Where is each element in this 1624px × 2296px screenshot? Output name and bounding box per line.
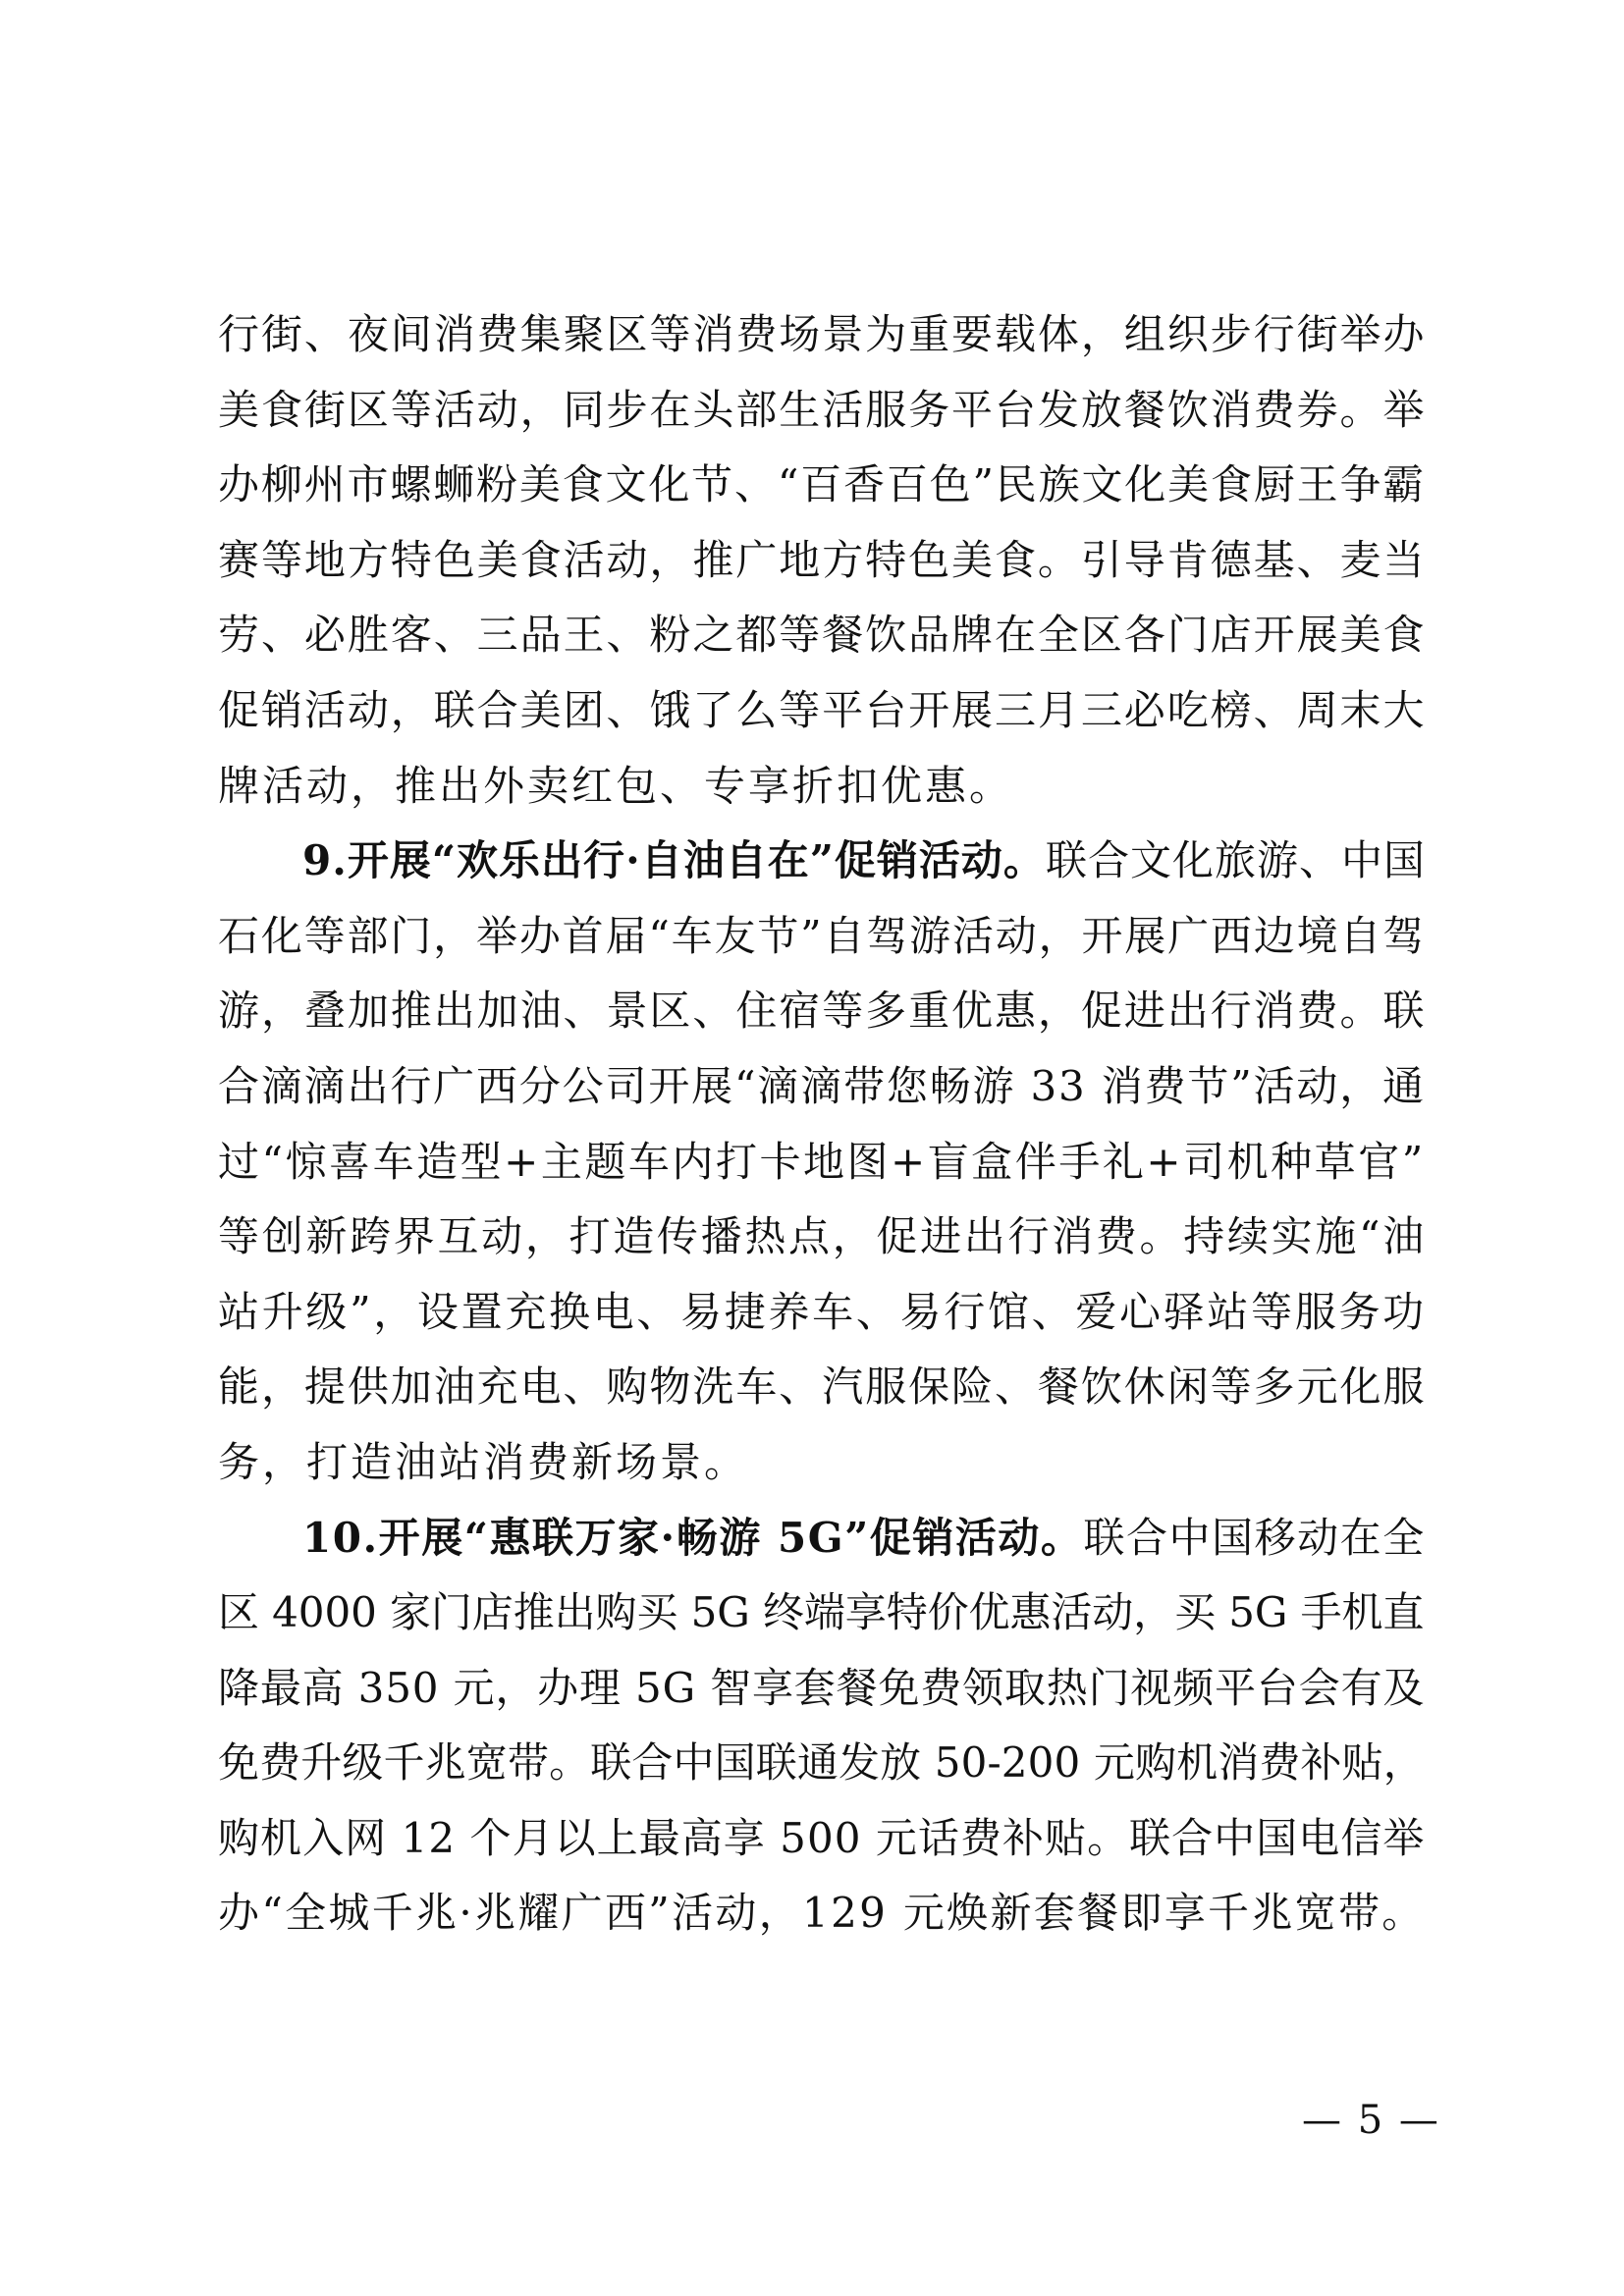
text-line: 过“惊喜车造型+主题车内打卡地图+盲盒伴手礼+司机种草官”	[218, 1137, 1426, 1186]
text-line: 牌活动，推出外卖红包、专享折扣优惠。	[218, 761, 1014, 810]
text-line: 站升级”，设置充换电、易捷养车、易行馆、爱心驿站等服务功	[218, 1287, 1427, 1336]
item-10-first-line-text: 联合中国移动在全	[1083, 1513, 1426, 1562]
page-number: — 5 —	[1302, 2098, 1440, 2143]
text-line: 免费升级千兆宽带。联合中国联通发放 50-200 元购机消费补贴，	[218, 1738, 1425, 1788]
text-line: 游，叠加推出加油、景区、住宿等多重优惠，促进出行消费。联	[218, 987, 1427, 1036]
text-line: 劳、必胜客、三品王、粉之都等餐饮品牌在全区各门店开展美食	[218, 611, 1427, 660]
text-line: 能，提供加油充电、购物洗车、汽服保险、餐饮休闲等多元化服	[218, 1362, 1427, 1412]
text-line: 务，打造油站消费新场景。	[218, 1437, 749, 1486]
item-10-first-line	[218, 1501, 1432, 1576]
text-line: 促销活动，联合美团、饿了么等平台开展三月三必吃榜、周末大	[218, 685, 1427, 734]
item-9-first-line-text: 联合文化旅游、中国	[1045, 836, 1426, 885]
text-line: 办“全城千兆·兆耀广西”活动，129 元焕新套餐即享千兆宽带。	[218, 1889, 1426, 1938]
text-line: 等创新跨界互动，打造传播热点，促进出行消费。持续实施“油	[218, 1212, 1427, 1261]
text-line: 区 4000 家门店推出购买 5G 终端享特价优惠活动，买 5G 手机直	[218, 1588, 1425, 1637]
text-line: 降最高 350 元，办理 5G 智享套餐免费领取热门视频平台会有及	[218, 1663, 1426, 1712]
text-line: 石化等部门，举办首届“车友节”自驾游活动，开展广西边境自驾	[218, 911, 1427, 960]
item-9-first-line	[218, 824, 1432, 899]
item-9-heading: 9.开展“欢乐出行·自油自在”促销活动。	[302, 836, 1046, 885]
text-line: 办柳州市螺蛳粉美食文化节、“百香百色”民族文化美食厨王争霸	[218, 460, 1427, 509]
text-line: 购机入网 12 个月以上最高享 500 元话费补贴。联合中国电信举	[218, 1813, 1426, 1862]
text-line: 合滴滴出行广西分公司开展“滴滴带您畅游 33 消费节”活动，通	[218, 1061, 1426, 1110]
document-body	[218, 297, 1432, 1951]
item-10-heading: 10.开展“惠联万家·畅游 5G”促销活动。	[302, 1513, 1084, 1562]
text-line: 行街、夜间消费集聚区等消费场景为重要载体，组织步行街举办	[218, 310, 1427, 358]
text-line: 美食街区等活动，同步在头部生活服务平台发放餐饮消费券。举	[218, 385, 1427, 434]
text-line: 赛等地方特色美食活动，推广地方特色美食。引导肯德基、麦当	[218, 535, 1427, 584]
